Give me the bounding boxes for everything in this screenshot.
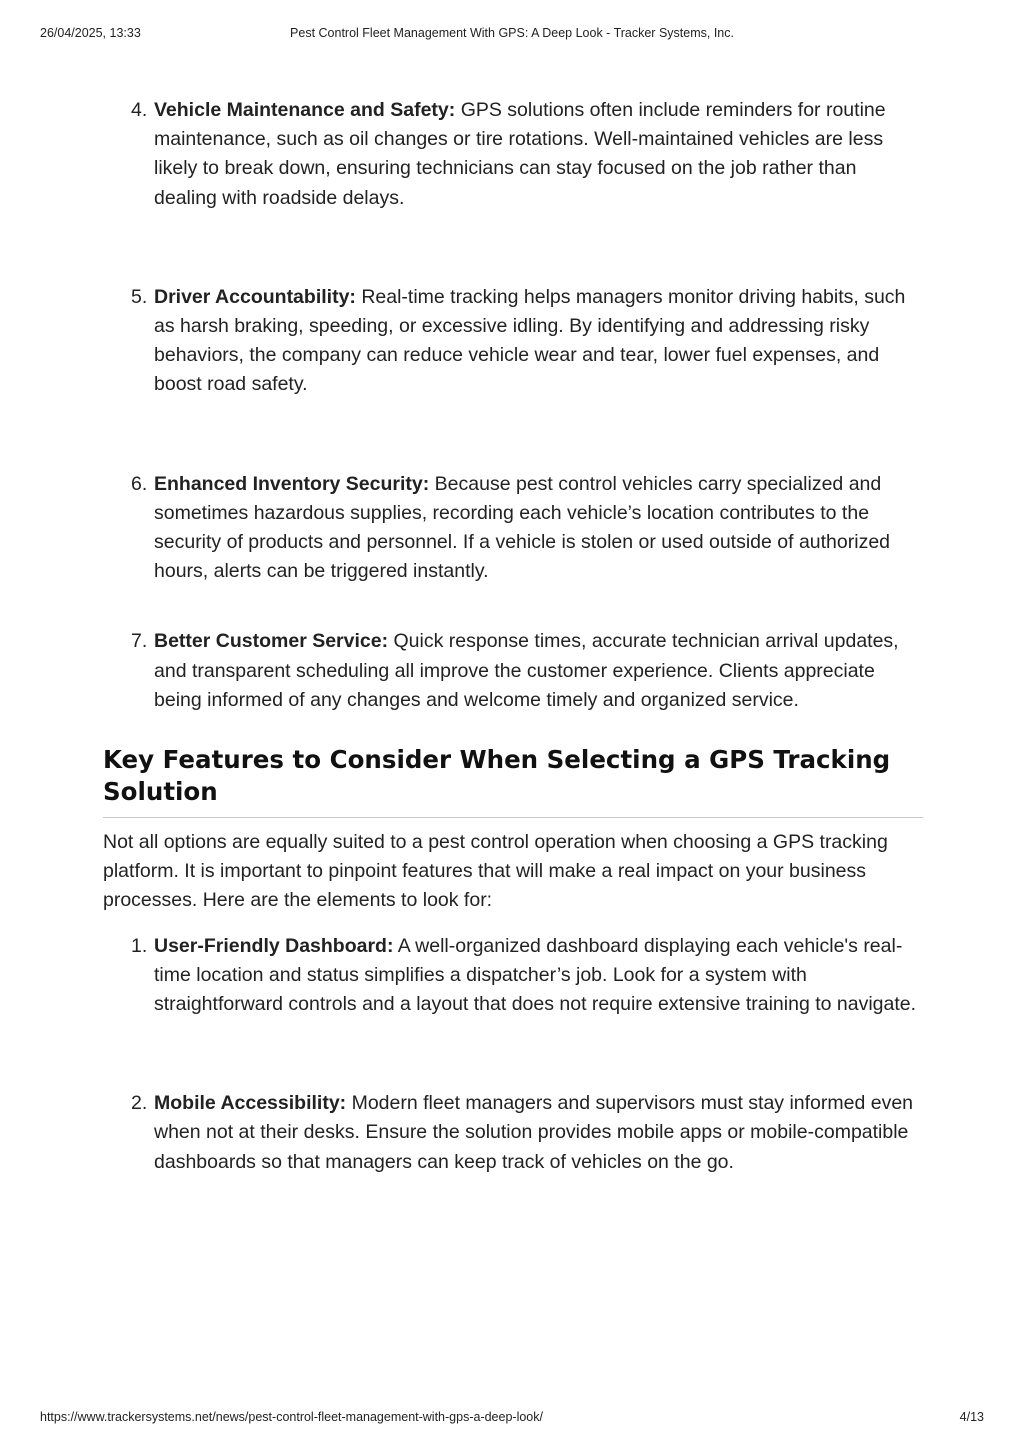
list-item-number: 1. [131, 934, 148, 957]
list-item [103, 627, 923, 715]
list-item-text: GPS solutions often include reminders for routine maintenance, such as oil changes or tire rotations. Well-maintained vehicles are less likely to break down, ensuring technicians can stay focused on the job rather than dealing with roadside delays. [154, 99, 886, 209]
list-item-text: Quick response times, accurate technician arrival updates, and transparent scheduling all improve the customer experience. Clients appreciate being informed of any changes and welcome timely and organized service. [154, 630, 899, 711]
print-footer [40, 1410, 984, 1426]
print-page-title: Pest Control Fleet Management With GPS: A Deep Look - Tracker Systems, Inc. [290, 26, 734, 40]
benefits-list [103, 96, 923, 715]
list-item-lead: Mobile Accessibility: [154, 1092, 347, 1115]
list-item-number: 4. [131, 99, 148, 121]
list-spacer [103, 213, 923, 283]
list-item-lead: Driver Accountability: [154, 285, 356, 308]
list-spacer [103, 1019, 923, 1089]
list-item-number: 7. [131, 630, 148, 653]
section-heading: Key Features to Consider When Selecting a GPS Tracking Solution [103, 744, 923, 818]
list-item-lead: Vehicle Maintenance and Safety: [154, 99, 456, 121]
print-url: https://www.trackersystems.net/news/pest-control-fleet-management-with-gps-a-deep-look/ [40, 1410, 543, 1424]
list-item-text: A well-organized dashboard displaying each vehicle's real-time location and status simplifies a dispatcher’s job. Look for a system with straightforward controls and a layout that does not require extensive training to navigate. [154, 934, 917, 1016]
section-intro: Not all options are equally suited to a pest control operation when choosing a GPS tracking platform. It is important to pinpoint features that will make a real impact on your business processes. Here are the elements to look for: [103, 831, 888, 912]
features-list [103, 932, 923, 1177]
list-item [103, 470, 923, 587]
list-item [103, 96, 923, 213]
list-item-lead: Better Customer Service: [154, 630, 389, 653]
list-item-text: Modern fleet managers and supervisors must stay informed even when not at their desks. Ensure the solution provides mobile apps or mobile-compatible dashboards so that managers can keep track of vehicles on the go. [154, 1092, 914, 1173]
list-item-text: Because pest control vehicles carry specialized and sometimes hazardous supplies, recording each vehicle’s location contributes to the security of products and personnel. If a vehicle is stolen or used outside of authorized hours, alerts can be triggered instantly. [154, 472, 891, 583]
list-spacer [103, 586, 923, 627]
list-item-number: 2. [131, 1092, 148, 1115]
list-item [103, 283, 923, 400]
article-content [103, 96, 923, 1177]
list-item [103, 932, 923, 1020]
list-item-number: 5. [131, 285, 148, 308]
list-item-number: 6. [131, 472, 148, 495]
list-item [103, 1089, 923, 1177]
print-header [40, 26, 984, 42]
list-item-text: Real-time tracking helps managers monitor driving habits, such as harsh braking, speeding, or excessive idling. By identifying and addressing risky behaviors, the company can reduce vehicle wear and tear, lower fuel expenses, and boost road safety. [154, 285, 906, 396]
list-spacer [103, 400, 923, 470]
print-datetime: 26/04/2025, 13:33 [40, 26, 141, 40]
page-indicator: 4/13 [959, 1410, 984, 1424]
list-item-lead: Enhanced Inventory Security: [154, 472, 430, 495]
list-item-lead: User-Friendly Dashboard: [154, 934, 394, 957]
